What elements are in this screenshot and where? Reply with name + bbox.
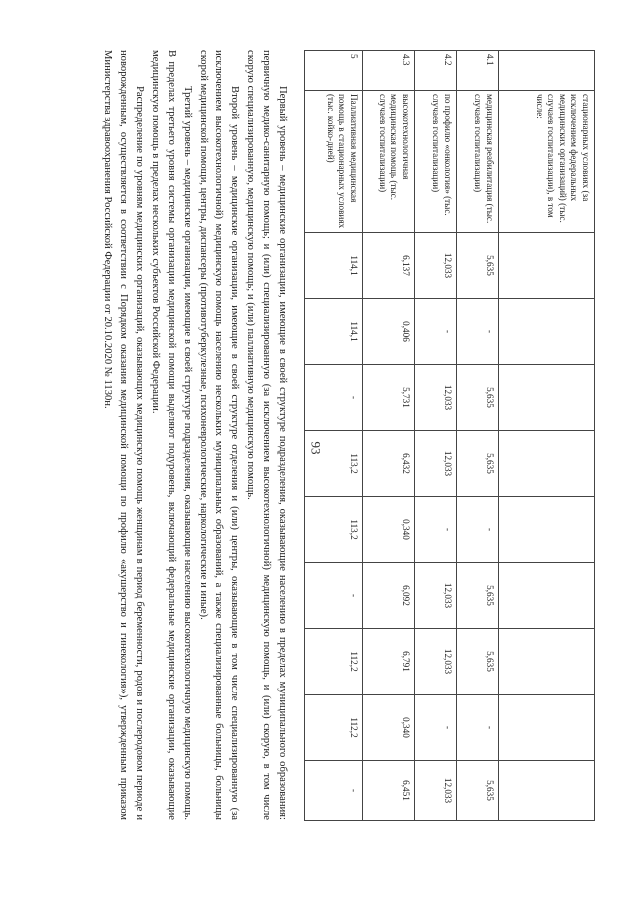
table-cell — [499, 233, 595, 299]
table-row — [499, 51, 595, 821]
table-cell: - — [305, 563, 363, 629]
table-row — [457, 51, 499, 821]
landscape-content — [20, 50, 595, 820]
table-cell — [499, 365, 595, 431]
row-label: высокотехнологичная медицинская помощь (тыс. случаев госпитализации) — [363, 91, 415, 233]
table-cell: 12,033 — [415, 629, 457, 695]
row-index: 4.1 — [457, 51, 499, 91]
table-row — [363, 51, 415, 821]
table-cell: 113,2 — [305, 497, 363, 563]
table-cell: - — [457, 497, 499, 563]
table-cell — [499, 299, 595, 365]
table-cell: - — [457, 299, 499, 365]
table-cell: 0,406 — [363, 299, 415, 365]
table-cell: 0,340 — [363, 497, 415, 563]
table-cell: 5,635 — [457, 233, 499, 299]
table-cell: - — [305, 761, 363, 821]
table-cell: 5,635 — [457, 365, 499, 431]
paragraph-distribution: Распределение по уровням медицинских организаций, оказывающих медицинскую помощь женщинам в период беременности, родов и послеродовом периоде и новорожденным, осуществляется в соответствии с Порядком оказания медицинской помощи по профилю «акушерство и гинекология»), утвержденным приказом Министерства здравоохранения Российской Федерации от 20.10.2020 № 1130н. — [102, 50, 145, 820]
body-text — [99, 50, 290, 820]
table-cell: 0,340 — [363, 695, 415, 761]
table-cell — [499, 695, 595, 761]
table-cell: 12,033 — [415, 563, 457, 629]
table-cell: 112,2 — [305, 695, 363, 761]
row-label: медицинская реабилитация (тыс. случаев госпитализации) — [457, 91, 499, 233]
table-cell: 113,2 — [305, 431, 363, 497]
table-cell: 12,033 — [415, 431, 457, 497]
table-cell: 6,451 — [363, 761, 415, 821]
row-label: стационарных условиях (за исключением федеральных медицинских организаций) (тыс. случаев госпитализации), в том числе: — [499, 91, 595, 233]
table-cell: 6,092 — [363, 563, 415, 629]
table-cell: 12,033 — [415, 761, 457, 821]
table-cell — [499, 497, 595, 563]
table-cell: - — [415, 695, 457, 761]
row-index: 4.2 — [415, 51, 457, 91]
row-label: Паллиативная медицинская помощь в стационарных условиях (тыс. койко-дней) — [305, 91, 363, 233]
table-cell: 5,635 — [457, 563, 499, 629]
volume-table — [304, 50, 595, 821]
table-cell: 112,2 — [305, 629, 363, 695]
table-cell: - — [415, 497, 457, 563]
table-cell — [499, 431, 595, 497]
table-cell: 114,1 — [305, 299, 363, 365]
table-cell — [499, 629, 595, 695]
paragraph-second-level: Второй уровень – медицинские организации, имеющие в своей структуре отделения и (или) центры, оказывающие в том числе специализированную (за исключением высокотехнологичной) медицинскую помощь населению нескольких муниципальных образований, а также специализированные больницы, больницы скорой медицинской помощи, центры, диспансеры (противотуберкулезные, психоневрологические, наркологические и иные). — [197, 50, 241, 820]
paragraph-first-level: Первый уровень – медицинские организации, имеющие в своей структуре подразделения, оказывающие населению в пределах муниципального образования: первичную медико-санитарную помощь; и (или) специализированную (за исключением высокотехнологичной) медицинскую помощь, и (или) скорую, в том числе скорую специализированную, медицинскую помощь; и (или) паллиативную медицинскую помощь. — [245, 50, 288, 820]
table-cell: - — [457, 695, 499, 761]
row-index: 4.3 — [363, 51, 415, 91]
table-row — [305, 51, 363, 821]
table-cell: 6,137 — [363, 233, 415, 299]
table-cell: 6,432 — [363, 431, 415, 497]
table-cell: 5,635 — [457, 431, 499, 497]
table-cell: 5,731 — [363, 365, 415, 431]
paragraph-third-level: Третий уровень – медицинские организации, имеющие в своей структуре подразделения, оказывающие населению высокотехнологичную медицинскую помощь. В пределах третьего уровня системы организации медицинской помощи выделяют подуровень, включающий федеральные медицинские организации, оказывающие медицинскую помощь в пределах нескольких субъектов Российской Федерации. — [149, 50, 193, 820]
table-cell: - — [305, 365, 363, 431]
table-cell — [499, 761, 595, 821]
row-index: 5 — [305, 51, 363, 91]
table-row — [415, 51, 457, 821]
row-index — [499, 51, 595, 91]
table-cell: 12,033 — [415, 365, 457, 431]
table-cell: - — [415, 299, 457, 365]
table-cell — [499, 563, 595, 629]
table-cell: 6,791 — [363, 629, 415, 695]
table-cell: 5,635 — [457, 629, 499, 695]
row-label: по профилю «онкология» (тыс. случаев госпитализации) — [415, 91, 457, 233]
table-cell: 114,1 — [305, 233, 363, 299]
table-cell: 12,033 — [415, 233, 457, 299]
table-cell: 5,635 — [457, 761, 499, 821]
page-number: 93 — [308, 441, 324, 455]
